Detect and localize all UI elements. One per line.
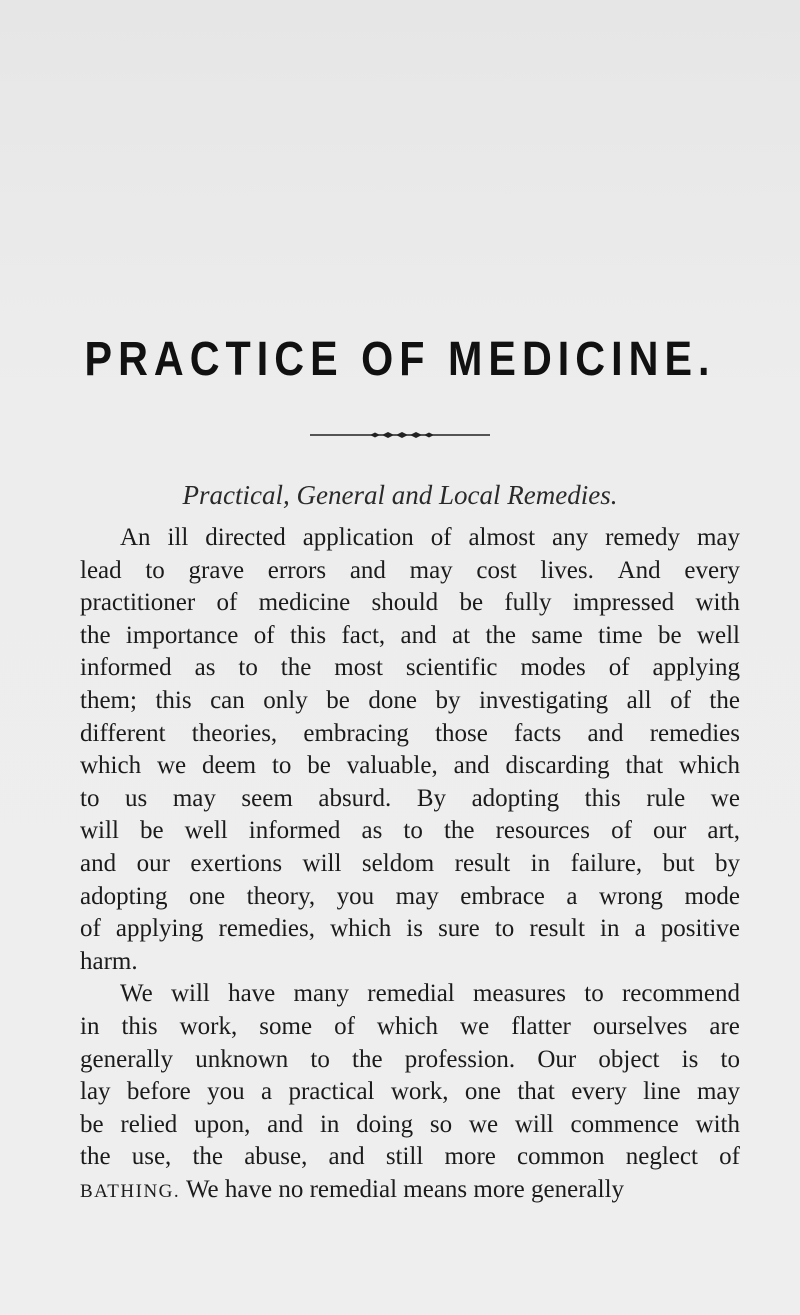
page-title: PRACTICE OF MEDICINE. <box>84 333 716 386</box>
text-line: will be well informed as to the resources of our art, <box>80 817 740 845</box>
text-line: An ill directed application of almost any remedy may <box>120 524 740 551</box>
show-through-shadow <box>150 60 770 360</box>
text-line: generally unknown to the profession. Our object is to <box>80 1045 740 1073</box>
ornamental-rule <box>310 432 490 438</box>
body-text <box>80 522 740 1206</box>
text-line: the importance of this fact, and at the same time be well <box>80 621 740 649</box>
text-fragment: We have no remedial means more generally <box>185 1175 625 1203</box>
section-subtitle: Practical, General and Local Remedies. <box>182 480 618 510</box>
text-line: be relied upon, and in doing so we will commence with <box>80 1110 740 1138</box>
text-line: We will have many remedial measures to recommend <box>120 980 740 1008</box>
text-line: and our exertions will seldom result in failure, but by <box>80 849 740 877</box>
text-line: adopting one theory, you may embrace a wrong mode <box>80 882 740 910</box>
text-line: practitioner of medicine should be fully impressed with <box>80 589 740 617</box>
text-line: lay before you a practical work, one that every line may <box>80 1078 740 1106</box>
text-line: harm. <box>80 947 138 975</box>
text-line: to us may seem absurd. By adopting this rule we <box>80 784 740 812</box>
text-line-last <box>80 1174 740 1207</box>
text-line: informed as to the most scientific modes of applying <box>80 654 740 682</box>
text-line: of applying remedies, which is sure to result in a positive <box>80 915 740 943</box>
text-line: them; this can only be done by investigating all of the <box>80 686 740 714</box>
text-line: the use, the abuse, and still more common neglect of <box>80 1143 740 1171</box>
text-line: lead to grave errors and may cost lives. And every <box>80 556 740 584</box>
text-line: different theories, embracing those facts and remedies <box>80 719 740 747</box>
text-line: in this work, some of which we flatter ourselves are <box>80 1012 740 1040</box>
text-line: which we deem to be valuable, and discarding that which <box>80 752 740 780</box>
smallcaps-term: BATHING. <box>80 1180 181 1202</box>
